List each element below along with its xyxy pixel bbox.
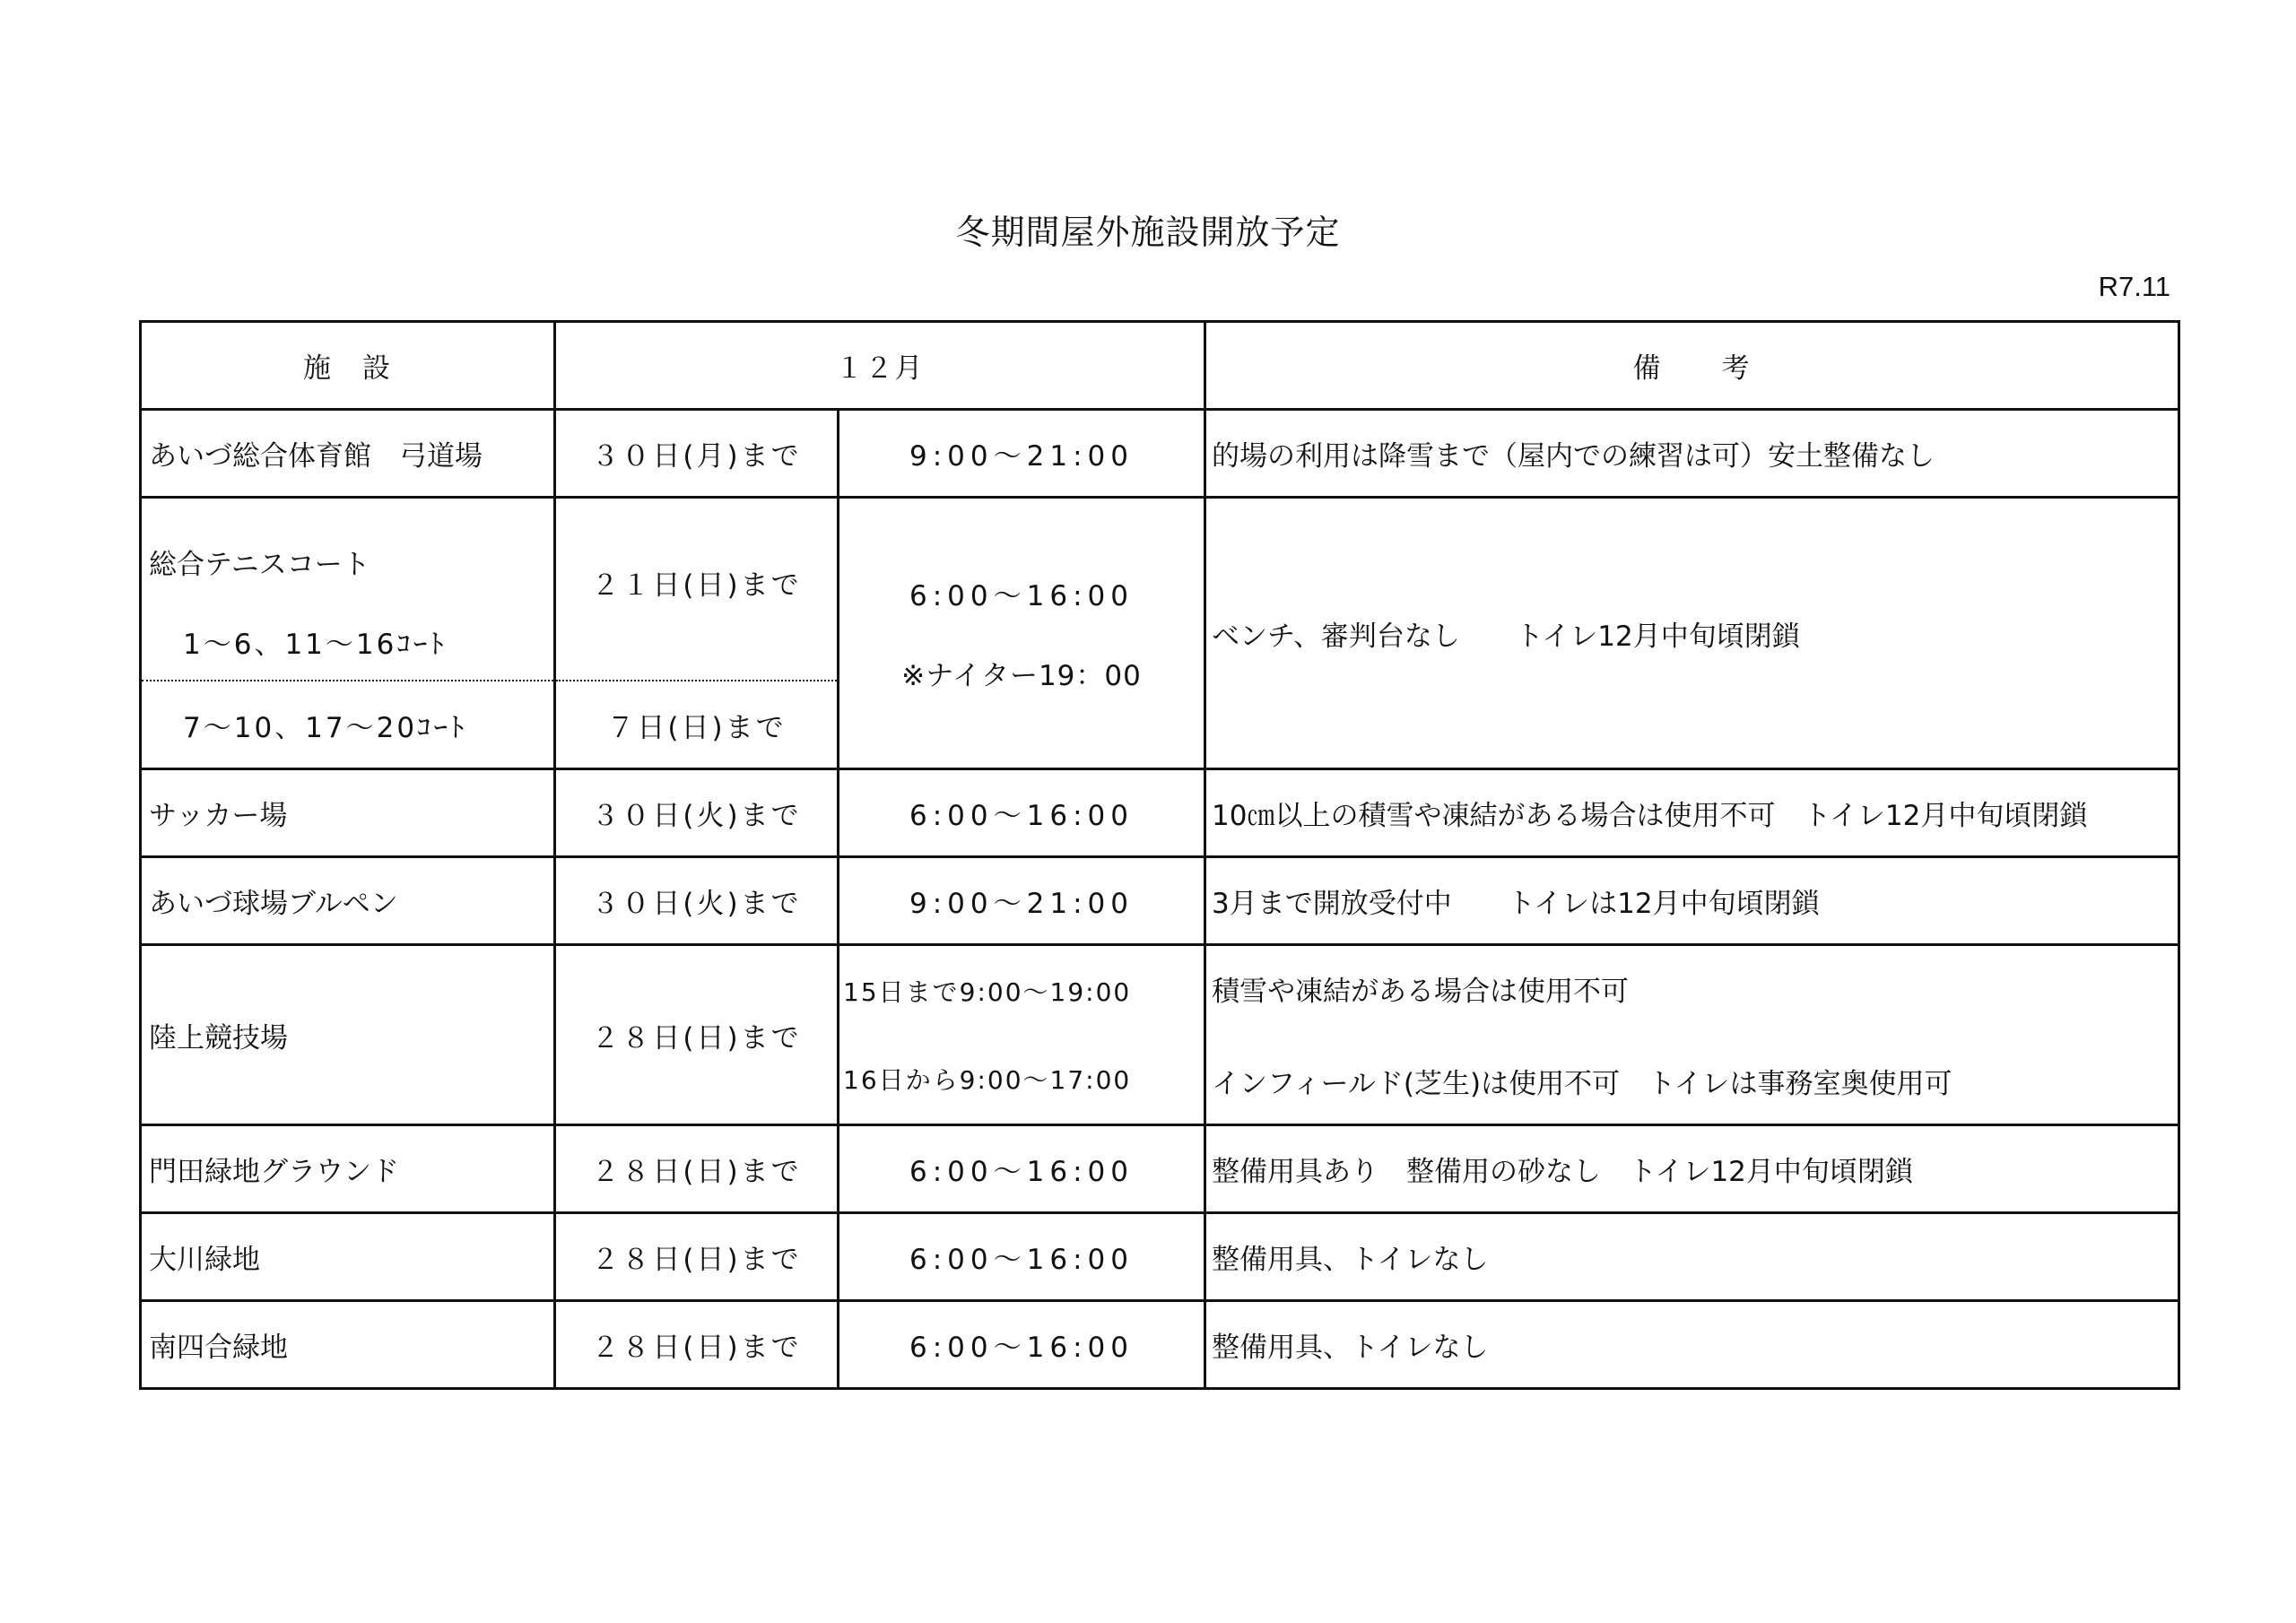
track-hours-second: 16日から9:00～17:00 bbox=[843, 1065, 1132, 1095]
header-row bbox=[141, 322, 2179, 410]
open-until: ３０日(火)まで bbox=[555, 769, 839, 857]
facility-name bbox=[141, 498, 555, 681]
facility-name: 門田緑地グラウンド bbox=[141, 1125, 555, 1213]
page-title: 冬期間屋外施設開放予定 bbox=[955, 213, 1341, 252]
open-hours: 6:00～16:00 bbox=[839, 1125, 1205, 1213]
open-until: ３０日(月)まで bbox=[555, 410, 839, 498]
remarks: 整備用具あり 整備用の砂なし トイレ12月中旬頃閉鎖 bbox=[1205, 1125, 2179, 1213]
tennis-hours: 6:00～16:00 bbox=[909, 580, 1134, 612]
facility-schedule-table bbox=[139, 320, 2180, 1390]
open-hours: 6:00～16:00 bbox=[839, 769, 1205, 857]
remarks: 整備用具、トイレなし bbox=[1205, 1301, 2179, 1389]
remarks: 的場の利用は降雪まで（屋内での練習は可）安土整備なし bbox=[1205, 410, 2179, 498]
table-row bbox=[141, 857, 2179, 945]
open-hours: 9:00～21:00 bbox=[839, 410, 1205, 498]
facility-name: 南四合緑地 bbox=[141, 1301, 555, 1389]
facility-name bbox=[141, 681, 555, 769]
open-until: ２８日(日)まで bbox=[555, 1301, 839, 1389]
open-until: ２８日(日)まで bbox=[555, 1213, 839, 1301]
track-remarks-second: インフィールド(芝生)は使用不可 トイレは事務室奥使用可 bbox=[1212, 1068, 1952, 1100]
open-until: ２８日(日)まで bbox=[555, 945, 839, 1125]
table-row bbox=[141, 1301, 2179, 1389]
table-row bbox=[141, 498, 2179, 681]
table-row bbox=[141, 945, 2179, 1125]
remarks: 整備用具、トイレなし bbox=[1205, 1213, 2179, 1301]
table-row bbox=[141, 410, 2179, 498]
header-month: １２月 bbox=[555, 322, 1205, 410]
track-remarks-first: 積雪や凍結がある場合は使用不可 bbox=[1212, 976, 1629, 1008]
open-hours bbox=[839, 945, 1205, 1125]
tennis-nighter-note: ※ナイター19：00 bbox=[901, 660, 1142, 692]
facility-name: あいづ総合体育館 弓道場 bbox=[141, 410, 555, 498]
open-until: ２８日(日)まで bbox=[555, 1125, 839, 1213]
open-hours bbox=[839, 498, 1205, 769]
revision-date: R7.11 bbox=[2098, 271, 2170, 302]
remarks: 3月まで開放受付中 トイレは12月中旬頃閉鎖 bbox=[1205, 857, 2179, 945]
table-row bbox=[141, 1213, 2179, 1301]
tennis-facility-label: 総合テニスコート bbox=[149, 549, 370, 581]
remarks: ベンチ、審判台なし トイレ12月中旬頃閉鎖 bbox=[1205, 498, 2179, 769]
header-remarks: 備 考 bbox=[1205, 322, 2179, 410]
track-hours-first: 15日まで9:00～19:00 bbox=[843, 977, 1132, 1007]
tennis-courts-a: 1～6、11～16ｺｰﾄ bbox=[183, 629, 447, 661]
open-until: ７日(日)まで bbox=[555, 681, 839, 769]
remarks bbox=[1205, 945, 2179, 1125]
open-until: ３０日(火)まで bbox=[555, 857, 839, 945]
remarks: 10㎝以上の積雪や凍結がある場合は使用不可 トイレ12月中旬頃閉鎖 bbox=[1205, 769, 2179, 857]
open-hours: 6:00～16:00 bbox=[839, 1301, 1205, 1389]
header-facility: 施 設 bbox=[141, 322, 555, 410]
table-row bbox=[141, 769, 2179, 857]
facility-name: サッカー場 bbox=[141, 769, 555, 857]
open-until: ２１日(日)まで bbox=[555, 498, 839, 681]
open-hours: 9:00～21:00 bbox=[839, 857, 1205, 945]
open-hours: 6:00～16:00 bbox=[839, 1213, 1205, 1301]
table-row bbox=[141, 1125, 2179, 1213]
facility-name: 陸上競技場 bbox=[141, 945, 555, 1125]
facility-name: 大川緑地 bbox=[141, 1213, 555, 1301]
facility-name: あいづ球場ブルペン bbox=[141, 857, 555, 945]
tennis-courts-b: 7～10、17～20ｺｰﾄ bbox=[183, 711, 467, 744]
